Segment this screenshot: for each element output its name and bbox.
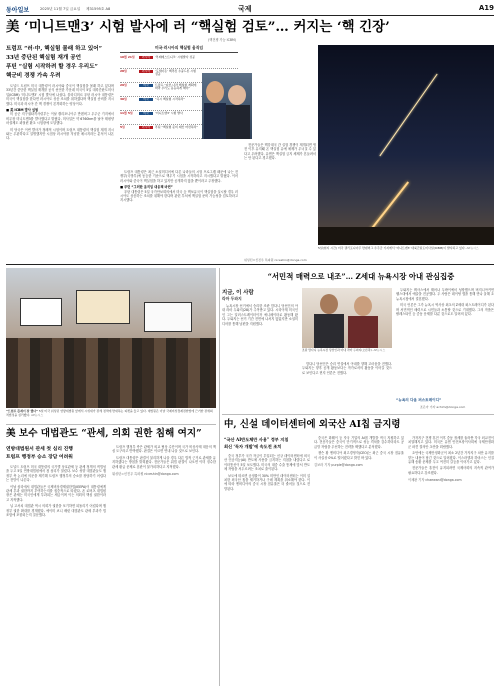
story4-body-col1 (224, 454, 310, 684)
infographic-title: 미국·러시아의 핵실험 움직임 (120, 45, 238, 53)
story4-body-col2 (314, 436, 404, 682)
story2-photo-caption (6, 410, 216, 417)
story3-photo-source: AP뉴시스 (373, 348, 386, 352)
timeline-date: 30일 (120, 97, 127, 101)
story1-paragraph: 도널드 트럼프 미국 대통령이 러시아와 중국이 핵실험을 몰래 하고 있다며 33년간 중단한 핵실험 재개를 공식 선언한 가운데 미국이 5일 대륙간탄도미사일(ICBM) ‘미니트맨3’ 시험 발사에 나섰다. 블라디미르 푸틴 러시아 대통령은 미국이 핵실험을 한다면 러시아도 상응 조치를 취하겠다며 핵실험 준비를 지시했다. 미국과 러시아 간 핵 경쟁이 본격화하는 양상이다. (6, 84, 114, 106)
section-name: 국제 (238, 5, 252, 13)
story2-paragraph: 닐 고서치 대법관 역시 의회가 권한을 포기하면 되돌리기 어렵다며 행정부 권한 확대를 경계했다. 에이미 코니 배럿 대법관도 관세 부과가 법 조항에 포함되는지 질문했다. (6, 504, 106, 518)
masthead (6, 4, 494, 14)
timeline-country: 러시아 (139, 70, 153, 73)
story3-caption-text: 조란 맘다니 뉴욕시장 당선인과 아내 라마 두와지(오른쪽). (302, 348, 373, 352)
story3-paragraph: 미국 언론은 그가 뉴욕시 역사상 최초의 Z세대 퍼스트레이디가 된다며 서민적인 매력으로 시민들과 소통할 것으로 기대했다. 그의 작품은 팔레스타인 등 중동 문제를 다룬 것으로도 알려져 있다. (396, 303, 494, 317)
story2-paragraph: 트럼프 행정부 측은 관세가 외교 협상 수단이며 국가 비상사태 대응의 핵심 도구라고 반박했다. 판결은 이르면 연내 나올 것으로 보인다. (112, 445, 216, 454)
story3-quote: “뉴욕의 다음 퍼스트레이디” (396, 398, 442, 402)
story1-subhead: 트럼프 “러·中, 핵실험 몰래 하고 있어” (6, 46, 102, 52)
story5-paragraph: 초안에는 국제안정화군이 최소 2년간 가자지구 치안 유지를 맡는 내용이 담긴 것으로 알려졌다. 이스라엘과 하마스는 인질 유해 송환 문제를 두고 여전히 갈등을 이어가고 있다. (408, 451, 494, 465)
timeline-country: 미국 (139, 112, 153, 115)
story1-missile-photo (318, 45, 494, 245)
story1-subhead: 33년 중단된 핵실험 재개 공언 (6, 55, 82, 61)
story2-photo-source: AP뉴시스 (31, 412, 44, 417)
story1-paragraph: 전문가들은 핵강대국 간 실험 경쟁이 재개되면 냉전 이후 유지돼 온 핵실험 유예 체제가 무너질 수 있다고 우려했다. 유엔은 핵실험 금지 체제가 흔들려서는 안 된다고 경고했다. (244, 143, 316, 161)
story1-section-marker: ■ 푸틴 “그러한 움직임 대응책 마련” (120, 185, 173, 190)
timeline-country: 러시아 (139, 56, 153, 59)
story2-headline: 美 보수 대법관도 “관세, 의회 권한 침해 여지” (6, 428, 202, 439)
photo-caption-text: 5일(현지 시간) 미국 캘리포니아주 반덴버그 우주군 기지에서 ‘미니트맨3’ 대륙간탄도미사일(ICBM)이 발사되고 있다. (318, 246, 466, 250)
story5-paragraph: 전문가들은 휴전이 유지되려면 국제사회의 지속적 관여가 필요하다고 강조했다. (408, 466, 494, 475)
story1-photo-caption (318, 247, 494, 251)
story2-caption-text: 5일 미국 워싱턴 연방대법원 앞에서 시위대가 관세 정책에 반대하는 피켓을 들고 있다. 대법원은 이날 국제비상경제권한법에 근거한 관세의 적법성을 심리했다. (6, 409, 213, 417)
masthead-rule (6, 15, 494, 16)
story1-body-col2 (120, 170, 238, 254)
story2-paragraph: 도널드 트럼프 미국 대통령의 국가별 상호관세 등 관세 정책의 적법성을 두고 5일 연방대법원에서 첫 심리가 열렸다. 보수 성향 대법관들도 행정부 측 논리에 의문을 제기해 트럼프 행정부의 승소를 장담하기 어렵다는 전망이 나온다. (6, 465, 106, 483)
story3-paragraph: 두와지는 텍사스에서 태어나 두바이에서 성장했으며 버지니아커먼웰스대에서 예술을 전공했다. 두 사람은 데이팅 앱을 통해 만나 올해 초 뉴욕시청에서 결혼했다. (396, 288, 494, 301)
story1-section-marker: ■ 美 ICBM 발사 실험 (6, 108, 39, 113)
story3-byline: 조은아 기자 achim@donga.com (420, 405, 466, 409)
paper-logo: 동아일보 (6, 7, 30, 14)
page-number: A19 (478, 4, 494, 12)
story4-paragraph: 중국 정부가 국가 자금이 투입되는 신규 데이터센터에 외국산 인공지능(AI) 반도체 사용을 금지하는 지침을 내렸다고 로이터통신이 5일 보도했다. 미국의 대중 수출 통제에 맞서 반도체 자립을 서두르려는 조치로 풀이된다. (224, 454, 310, 472)
story1-paragraph: 미 당국은 이번 발사가 정례적 시험이며 트럼프 대통령의 핵실험 재개 지시와는 무관하다고 설명했지만 시점상 러시아를 겨냥한 메시지라는 분석이 나온다. (6, 127, 114, 141)
section-rule (6, 264, 494, 265)
story4-subhead: “국산 AI반도체만 사용” 정부 지침 (224, 437, 289, 442)
story3-photo-caption (302, 349, 392, 352)
story2-subhead: 트럼프 행정부 승소 장담 어려워 (6, 454, 73, 460)
story1-leaders-photo (202, 73, 252, 139)
timeline-date: 11월 5일 (120, 111, 133, 115)
timeline-event: ‘부레베스트니크’ 시험발사 성공 (155, 55, 195, 59)
story4-headline: 中, 신설 데이터센터에 외국산 AI칩 금지령 (224, 419, 401, 430)
story1-paragraph: 미 공군 지구권타격사령부는 이날 캘리포니아주 반덴버그 우주군 기지에서 비무장 미니트맨3를 발사했다고 밝혔다. 미사일은 약 6760km를 날아 태평양 마셜제도 콰절린 환초 시험장에 도달했다. (6, 112, 114, 126)
photo-source: AP뉴시스 (466, 246, 479, 250)
story1-subhead: 푸틴 “실험 시작하려 할 경우 우리도” (6, 64, 98, 70)
timeline-event: ‘포세이돈’ 핵추진 수중드론 시험 성공 (155, 69, 196, 77)
story2-paragraph: 트럼프 대통령은 판결이 불리하게 나올 경우 다른 법적 근거로 관세를 유지하겠다는 방침을 밝혀왔다. 전문가들은 위법 판결이 나오면 이미 징수한 관세 환급 문제로 혼란이 불가피하다고 지적했다. (112, 455, 216, 469)
story1-body-col1 (6, 84, 114, 254)
timeline-country: 미국 (139, 98, 153, 101)
person-name: 라마 두와지 (222, 296, 242, 301)
story4-subhead: 최신 ‘독자 개발’에 속도전 조치 (224, 444, 282, 449)
timeline-event: 트럼프 “다른 나라 핵실험 계획에 따라 우리도 동등하게 해야” (155, 83, 197, 91)
story2-kicker: “트럼프 플레이 잘 했다” (6, 409, 38, 413)
story3-body-col3 (302, 362, 392, 412)
story4-subheads (224, 436, 310, 450)
story4-paragraph: 젠슨 황 엔비디아 최고경영자(CEO)는 최근 중국 시장 점유율이 사실상 0%로 떨어졌다고 밝힌 바 있다. (314, 451, 404, 460)
story5-body (408, 436, 494, 682)
story4-paragraph: 보도에 따르면 공정률이 30% 미만인 데이터센터는 이미 설치한 외국산 칩을 제거하거나 구매 계획을 취소해야 한다. 이에 따라 엔비디아의 중국 시장 점유율은 더 줄어들 것으로 전망된다. (224, 473, 310, 491)
story2-body-col2 (112, 445, 216, 681)
timeline-country: 미국 (139, 84, 153, 87)
story1-caption-top: (핵전쟁 가능 ICBM) (208, 38, 237, 42)
story1-byline: 워싱턴=신진우 특파원 niceshin@donga.com (244, 258, 307, 262)
story2-body-col1 (6, 465, 106, 683)
story2-protest-photo (6, 268, 216, 408)
story4-byline: 김보라 기자 purple@donga.com (314, 463, 363, 468)
story3-headline: “서민적 매력으로 내조”… Z세대 뉴욕시장 아내 관심집중 (267, 272, 455, 281)
timeline-row (120, 55, 238, 69)
story1-subheads (6, 45, 116, 81)
story2-subheads (6, 445, 106, 461)
timeline-date: 5일 (120, 125, 125, 129)
story1-body-col3 (244, 143, 316, 255)
story2-subhead: 연방대법원서 관세 첫 심리 진행 (6, 446, 73, 452)
story4-paragraph: 중국은 화웨이 등 자국 기업의 AI칩 개발을 적극 지원하고 있다. 전문가들은 중국이 단기적으로 성능 격차를 감수하더라도 공급망 자립을 우선하는 전략을 택했다고 분석했다. (314, 436, 404, 449)
issue-date: 2025년 11월 7일 금요일 (40, 6, 81, 11)
story3-paragraph: 뉴욕시장 선거에서 승리한 조란 맘다니 당선인의 아내 라마 두와지(28)가 주목받고 있다. 시리아계 미국인인 그는 일러스트레이터이자 애니메이터로 활동해 왔다. 두와지는 선거 기간 전면에 나서지 않았지만 소셜미디어를 통해 남편을 지원했다. (222, 304, 298, 326)
story-divider (222, 414, 494, 415)
story3-body-col1 (222, 304, 298, 396)
column-tag: 지금, 이 사람 (222, 290, 254, 296)
story3-body-col2 (396, 288, 494, 396)
story2-paragraph: 이날 심리에서 대법관들은 국제비상경제권한법(IEEPA)이 대통령에게 관세 부과 권한까지 부여하는지를 집중적으로 따졌다. 존 로버츠 대법원장은 관세는 미국인에게 부과되는 세금이며 이는 의회의 핵심 권한이라고 지적했다. (6, 484, 106, 502)
story1-subhead: 핵군비 경쟁 가속 우려 (6, 73, 61, 79)
story5-byline: 이채완 기자 chaewani@donga.com (408, 478, 462, 483)
issue-number: 제31595호 A8 (86, 6, 111, 11)
story3-couple-photo (302, 288, 392, 348)
story-divider (6, 424, 216, 425)
timeline-date: 28일 (120, 69, 127, 73)
column-divider (219, 268, 220, 686)
story3-paragraph: 맘다니 당선인은 승리 연설에서 아내를 향해 고마움을 전했다. 두와지는 향후 공개 활동보다는 작가로서의 활동을 이어갈 것으로 보인다고 현지 언론은 전했다. (302, 362, 392, 375)
timeline-event: 푸틴 “핵실험 준비 제안 마련하라” (155, 125, 198, 129)
timeline-date: 29일 (120, 83, 127, 87)
timeline-date: 10월 21일 (120, 55, 135, 59)
story1-paragraph: 트럼프 대통령은 최근 소셜미디어에 다른 나라들의 시험 프로그램 때문에 나는 전쟁부(국방부)에 동등한 기준으로 핵무기 시험을 시작하라고 지시했다고 밝혔다. 이어 러시아와 중국이 핵실험을 하고 있지만 공개하지 않을 뿐이라고 주장했다. (120, 170, 238, 183)
timeline-event: ‘미니트맨3’ 시험 발사 (155, 111, 183, 115)
story1-paragraph: 푸틴 대통령은 5일 국가안보회의에서 미국 등 핵보유국이 핵실험을 실시할 경우 러시아도 상응하는 조치를 취해야 한다며 관련 부처에 핵실험 준비 가능성을 검토하라고 지시했다. (120, 189, 238, 203)
story5-paragraph: 가자지구 전쟁 휴전 이후 중동 정세를 둘러싼 각국 외교전이 치열해지고 있다. 미국은 유엔 안전보장이사회에 국제안정화군 파견 결의안 초안을 회람했다. (408, 436, 494, 449)
story1-headline: 美 ‘미니트맨3’ 시험 발사에 러 “핵실험 검토”… 커지는 ‘핵 긴장’ (6, 19, 390, 35)
story2-byline: 워싱턴=신진우 특파원 niceshin@donga.com (112, 472, 179, 477)
timeline-country: 러시아 (139, 126, 153, 129)
timeline-event: “즉시 핵실험 시작하라” (155, 97, 185, 101)
